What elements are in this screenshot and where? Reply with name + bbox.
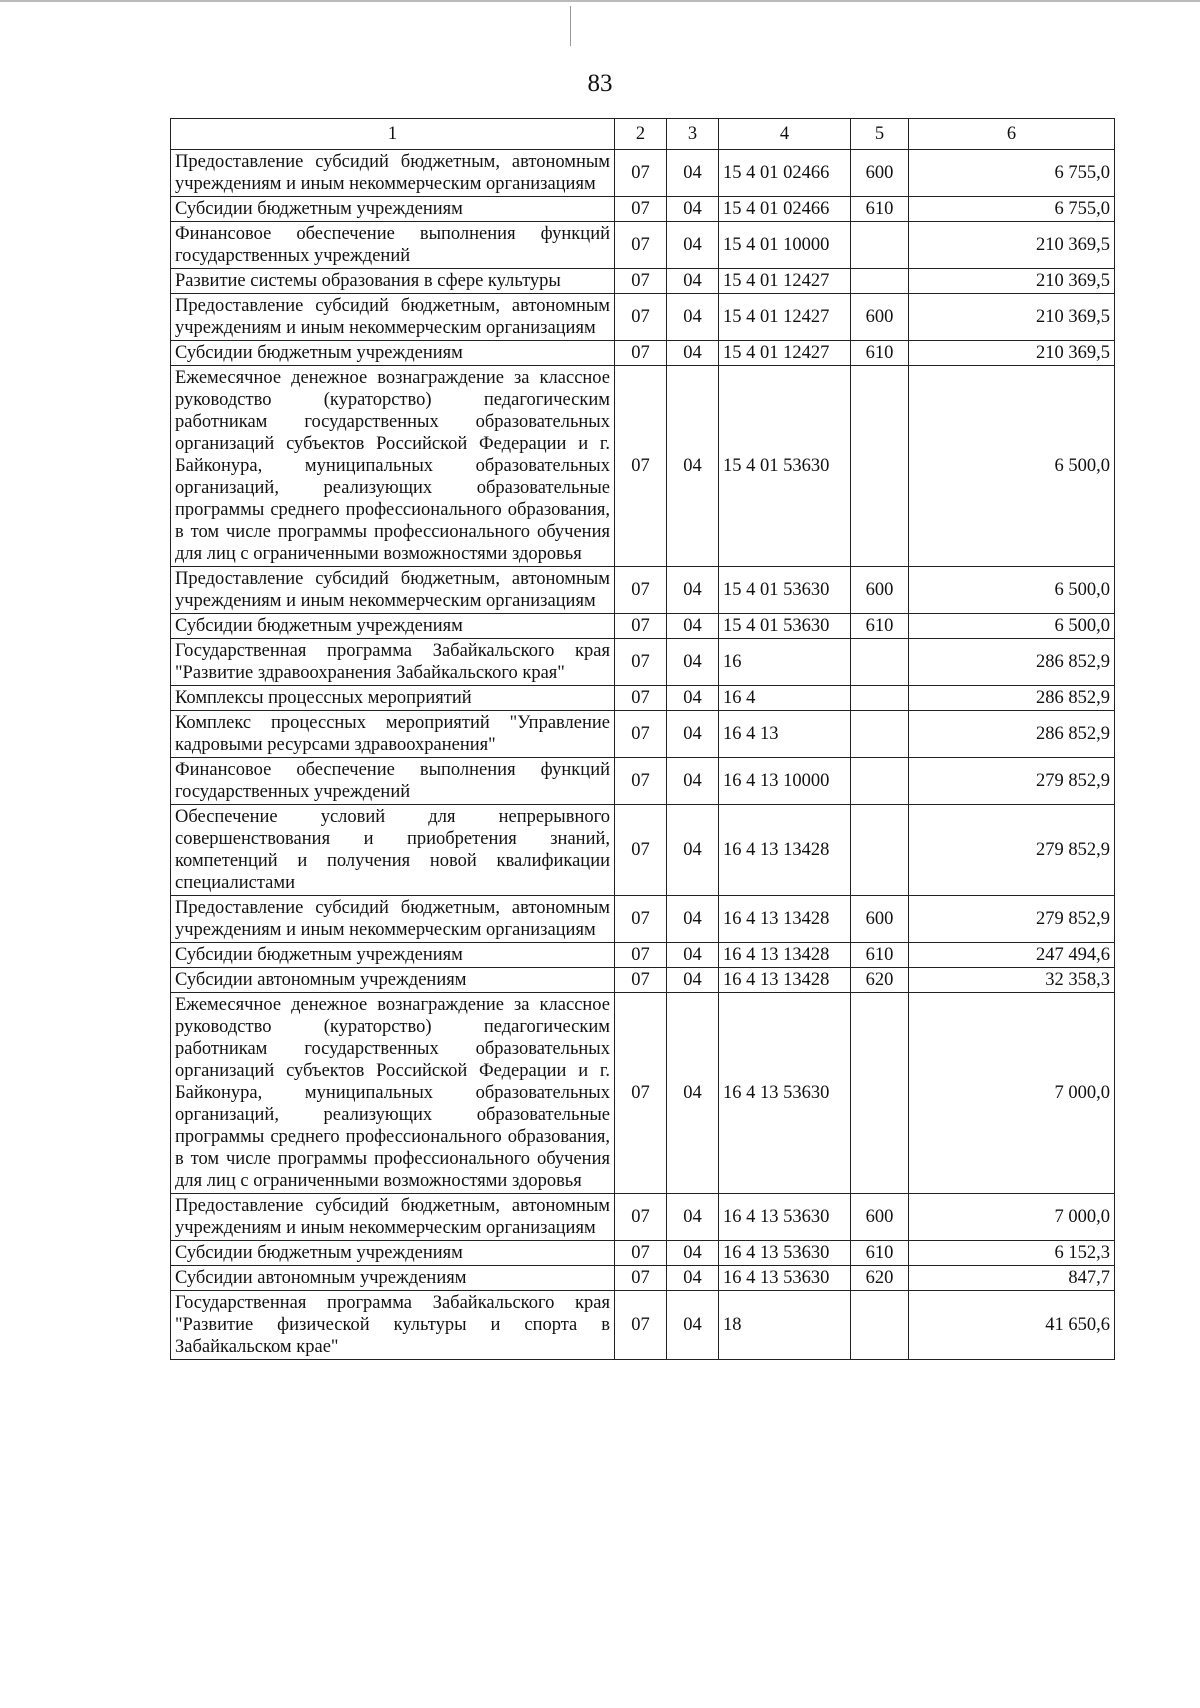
table-row — [171, 222, 1115, 269]
row-expense-type: 610 — [851, 341, 909, 366]
row-subsection: 04 — [667, 1266, 719, 1291]
row-subsection: 04 — [667, 341, 719, 366]
row-amount: 210 369,5 — [909, 294, 1115, 341]
row-target-code: 15 4 01 12427 — [719, 269, 851, 294]
row-name: Развитие системы образования в сфере культуры — [171, 269, 615, 294]
row-name: Комплекс процессных мероприятий "Управление кадровыми ресурсами здравоохранения" — [171, 711, 615, 758]
row-amount: 279 852,9 — [909, 805, 1115, 896]
row-section: 07 — [615, 341, 667, 366]
budget-table — [170, 118, 1115, 1360]
header-cell-3: 3 — [667, 119, 719, 150]
row-name: Субсидии автономным учреждениям — [171, 968, 615, 993]
row-subsection: 04 — [667, 366, 719, 567]
row-target-code: 15 4 01 53630 — [719, 567, 851, 614]
row-section: 07 — [615, 150, 667, 197]
header-cell-6: 6 — [909, 119, 1115, 150]
table-row — [171, 366, 1115, 567]
row-section: 07 — [615, 639, 667, 686]
row-amount: 6 500,0 — [909, 567, 1115, 614]
header-cell-5: 5 — [851, 119, 909, 150]
row-target-code: 15 4 01 53630 — [719, 366, 851, 567]
row-target-code: 15 4 01 12427 — [719, 294, 851, 341]
row-expense-type: 620 — [851, 1266, 909, 1291]
header-cell-1: 1 — [171, 119, 615, 150]
row-expense-type: 600 — [851, 294, 909, 341]
row-name: Субсидии бюджетным учреждениям — [171, 943, 615, 968]
row-target-code: 15 4 01 02466 — [719, 150, 851, 197]
row-subsection: 04 — [667, 197, 719, 222]
row-subsection: 04 — [667, 711, 719, 758]
row-expense-type: 610 — [851, 1241, 909, 1266]
row-expense-type — [851, 758, 909, 805]
row-name: Предоставление субсидий бюджетным, автономным учреждениям и иным некоммерческим организациям — [171, 294, 615, 341]
row-name: Государственная программа Забайкальского края "Развитие здравоохранения Забайкальского края" — [171, 639, 615, 686]
row-amount: 41 650,6 — [909, 1291, 1115, 1360]
row-amount: 286 852,9 — [909, 639, 1115, 686]
row-expense-type: 600 — [851, 896, 909, 943]
row-section: 07 — [615, 1266, 667, 1291]
row-expense-type — [851, 222, 909, 269]
row-expense-type: 610 — [851, 197, 909, 222]
row-subsection: 04 — [667, 614, 719, 639]
row-section: 07 — [615, 896, 667, 943]
row-amount: 6 500,0 — [909, 614, 1115, 639]
row-section: 07 — [615, 269, 667, 294]
row-section: 07 — [615, 366, 667, 567]
header-cell-4: 4 — [719, 119, 851, 150]
row-target-code: 16 4 — [719, 686, 851, 711]
table-row — [171, 686, 1115, 711]
table-row — [171, 968, 1115, 993]
row-target-code: 18 — [719, 1291, 851, 1360]
row-target-code: 16 4 13 13428 — [719, 805, 851, 896]
row-expense-type: 600 — [851, 567, 909, 614]
row-subsection: 04 — [667, 269, 719, 294]
table-row — [171, 1241, 1115, 1266]
row-expense-type — [851, 805, 909, 896]
table-row — [171, 639, 1115, 686]
table-row — [171, 1291, 1115, 1360]
row-subsection: 04 — [667, 968, 719, 993]
table-row — [171, 150, 1115, 197]
row-section: 07 — [615, 711, 667, 758]
row-subsection: 04 — [667, 1291, 719, 1360]
row-target-code: 16 — [719, 639, 851, 686]
row-name: Субсидии бюджетным учреждениям — [171, 197, 615, 222]
row-name: Финансовое обеспечение выполнения функций государственных учреждений — [171, 222, 615, 269]
row-name: Комплексы процессных мероприятий — [171, 686, 615, 711]
table-row — [171, 341, 1115, 366]
row-subsection: 04 — [667, 1194, 719, 1241]
row-section: 07 — [615, 197, 667, 222]
table-row — [171, 1266, 1115, 1291]
row-subsection: 04 — [667, 639, 719, 686]
header-cell-2: 2 — [615, 119, 667, 150]
row-expense-type: 600 — [851, 150, 909, 197]
row-target-code: 16 4 13 53630 — [719, 1194, 851, 1241]
row-expense-type — [851, 686, 909, 711]
row-amount: 7 000,0 — [909, 1194, 1115, 1241]
row-expense-type: 620 — [851, 968, 909, 993]
row-expense-type — [851, 639, 909, 686]
scan-edge — [0, 0, 1200, 2]
row-amount: 210 369,5 — [909, 341, 1115, 366]
row-amount: 247 494,6 — [909, 943, 1115, 968]
row-section: 07 — [615, 758, 667, 805]
row-section: 07 — [615, 943, 667, 968]
header-row — [171, 119, 1115, 150]
row-amount: 286 852,9 — [909, 686, 1115, 711]
row-section: 07 — [615, 614, 667, 639]
table-row — [171, 993, 1115, 1194]
row-target-code: 16 4 13 53630 — [719, 993, 851, 1194]
page-number: 83 — [587, 70, 613, 97]
row-amount: 210 369,5 — [909, 222, 1115, 269]
row-amount: 210 369,5 — [909, 269, 1115, 294]
row-target-code: 16 4 13 10000 — [719, 758, 851, 805]
row-name: Субсидии автономным учреждениям — [171, 1266, 615, 1291]
row-target-code: 16 4 13 53630 — [719, 1241, 851, 1266]
row-expense-type: 610 — [851, 614, 909, 639]
row-target-code: 16 4 13 13428 — [719, 968, 851, 993]
table-row — [171, 805, 1115, 896]
row-amount: 32 358,3 — [909, 968, 1115, 993]
row-target-code: 15 4 01 53630 — [719, 614, 851, 639]
row-subsection: 04 — [667, 805, 719, 896]
row-target-code: 15 4 01 02466 — [719, 197, 851, 222]
row-target-code: 16 4 13 53630 — [719, 1266, 851, 1291]
table-row — [171, 567, 1115, 614]
row-name: Ежемесячное денежное вознаграждение за классное руководство (кураторство) педагогическим работникам государственных образовательных организаций субъектов Российской Федерации и г. Байконура, муниципальных образовательных организаций, реализующих образовательные программы среднего профессионального образования, в том числе программы профессионального обучения для лиц с ограниченными возможностями здоровья — [171, 993, 615, 1194]
row-section: 07 — [615, 805, 667, 896]
row-name: Ежемесячное денежное вознаграждение за классное руководство (кураторство) педагогическим работникам государственных образовательных организаций субъектов Российской Федерации и г. Байконура, муниципальных образовательных организаций, реализующих образовательные программы среднего профессионального образования, в том числе программы профессионального обучения для лиц с ограниченными возможностями здоровья — [171, 366, 615, 567]
row-amount: 6 152,3 — [909, 1241, 1115, 1266]
table-row — [171, 943, 1115, 968]
row-expense-type — [851, 269, 909, 294]
row-target-code: 15 4 01 10000 — [719, 222, 851, 269]
row-amount: 6 755,0 — [909, 150, 1115, 197]
table-row — [171, 269, 1115, 294]
row-expense-type: 600 — [851, 1194, 909, 1241]
row-expense-type — [851, 993, 909, 1194]
row-subsection: 04 — [667, 686, 719, 711]
row-expense-type — [851, 366, 909, 567]
row-subsection: 04 — [667, 993, 719, 1194]
row-subsection: 04 — [667, 150, 719, 197]
row-target-code: 16 4 13 13428 — [719, 943, 851, 968]
row-amount: 279 852,9 — [909, 896, 1115, 943]
row-target-code: 16 4 13 13428 — [719, 896, 851, 943]
row-amount: 286 852,9 — [909, 711, 1115, 758]
table-row — [171, 294, 1115, 341]
row-section: 07 — [615, 222, 667, 269]
table-row — [171, 1194, 1115, 1241]
row-amount: 847,7 — [909, 1266, 1115, 1291]
row-section: 07 — [615, 968, 667, 993]
row-subsection: 04 — [667, 943, 719, 968]
row-expense-type — [851, 1291, 909, 1360]
row-amount: 279 852,9 — [909, 758, 1115, 805]
row-subsection: 04 — [667, 294, 719, 341]
row-subsection: 04 — [667, 896, 719, 943]
row-section: 07 — [615, 993, 667, 1194]
row-section: 07 — [615, 1291, 667, 1360]
row-section: 07 — [615, 294, 667, 341]
row-name: Финансовое обеспечение выполнения функций государственных учреждений — [171, 758, 615, 805]
row-name: Предоставление субсидий бюджетным, автономным учреждениям и иным некоммерческим организациям — [171, 896, 615, 943]
row-amount: 6 755,0 — [909, 197, 1115, 222]
row-section: 07 — [615, 1194, 667, 1241]
row-subsection: 04 — [667, 222, 719, 269]
row-amount: 7 000,0 — [909, 993, 1115, 1194]
row-amount: 6 500,0 — [909, 366, 1115, 567]
row-subsection: 04 — [667, 567, 719, 614]
row-name: Предоставление субсидий бюджетным, автономным учреждениям и иным некоммерческим организациям — [171, 1194, 615, 1241]
row-target-code: 15 4 01 12427 — [719, 341, 851, 366]
table-body — [171, 150, 1115, 1360]
row-expense-type: 610 — [851, 943, 909, 968]
row-target-code: 16 4 13 — [719, 711, 851, 758]
row-name: Субсидии бюджетным учреждениям — [171, 1241, 615, 1266]
table-row — [171, 896, 1115, 943]
row-section: 07 — [615, 1241, 667, 1266]
table-row — [171, 758, 1115, 805]
row-subsection: 04 — [667, 758, 719, 805]
row-name: Субсидии бюджетным учреждениям — [171, 614, 615, 639]
table-row — [171, 711, 1115, 758]
row-section: 07 — [615, 567, 667, 614]
row-subsection: 04 — [667, 1241, 719, 1266]
row-name: Обеспечение условий для непрерывного совершенствования и приобретения знаний, компетенций и получения новой квалификации специалистами — [171, 805, 615, 896]
row-name: Государственная программа Забайкальского края "Развитие физической культуры и спорта в Забайкальском крае" — [171, 1291, 615, 1360]
table-row — [171, 197, 1115, 222]
row-name: Предоставление субсидий бюджетным, автономным учреждениям и иным некоммерческим организациям — [171, 150, 615, 197]
row-name: Предоставление субсидий бюджетным, автономным учреждениям и иным некоммерческим организациям — [171, 567, 615, 614]
row-expense-type — [851, 711, 909, 758]
scan-mark — [570, 6, 571, 46]
row-section: 07 — [615, 686, 667, 711]
row-name: Субсидии бюджетным учреждениям — [171, 341, 615, 366]
table-row — [171, 614, 1115, 639]
